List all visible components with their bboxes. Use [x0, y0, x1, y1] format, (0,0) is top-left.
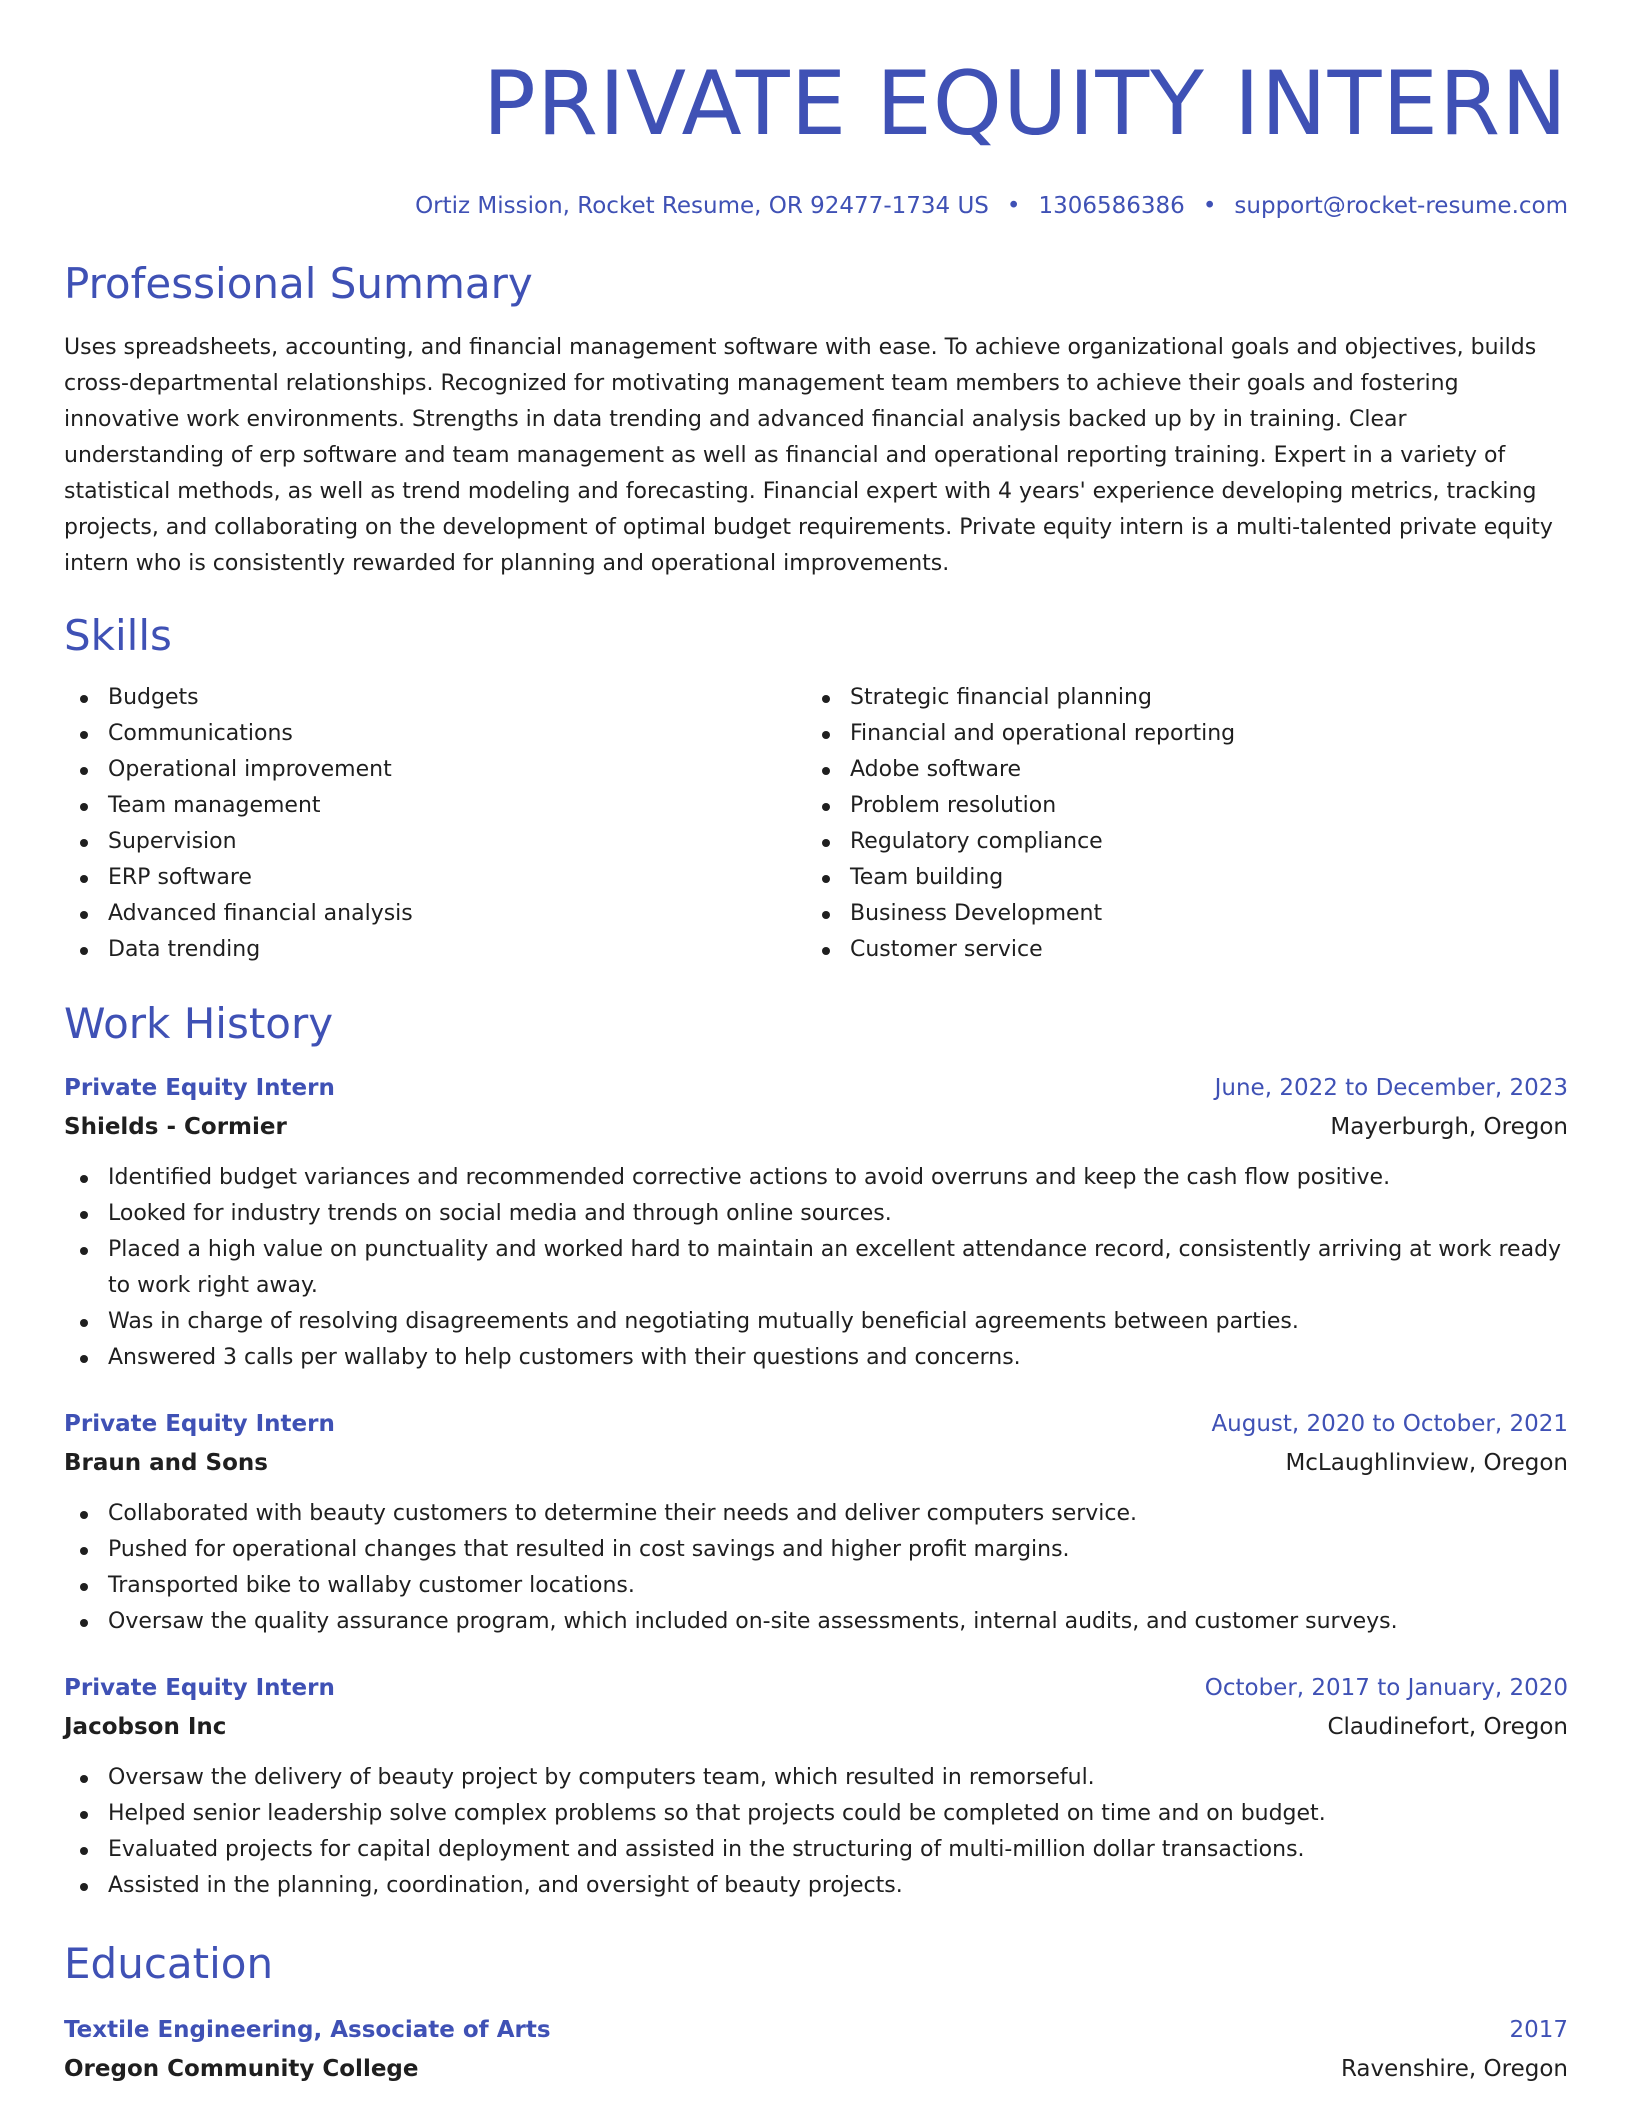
education-location: Ravenshire, Oregon — [1340, 2056, 1568, 2082]
education-entry — [64, 2012, 1568, 2088]
job-entry — [64, 1070, 1568, 1376]
resume-page — [64, 50, 1568, 2088]
skill-item: Adobe software — [806, 752, 1548, 788]
skill-item: Business Development — [806, 896, 1548, 932]
work-history-heading: Work History — [64, 999, 334, 1048]
job-entry — [64, 1406, 1568, 1640]
skill-item: Communications — [64, 716, 806, 752]
skill-item: ERP software — [64, 860, 806, 896]
job-bullet: Collaborated with beauty customers to determine their needs and deliver computers service. — [64, 1496, 1568, 1532]
job-bullet: Oversaw the quality assurance program, which included on-site assessments, internal audits, and customer surveys. — [64, 1604, 1568, 1640]
skill-item: Advanced financial analysis — [64, 896, 806, 932]
skill-item: Problem resolution — [806, 788, 1548, 824]
summary-text: Uses spreadsheets, accounting, and financial management software with ease. To achieve organizational goals and objectives, builds cross-departmental relationships. Recognized for motivating management team members to achieve their goals and fostering innovative work environments. Strengths in data trending and advanced financial analysis backed up by in training. Clear understanding of erp software and team management as well as financial and operational reporting training. Expert in a variety of statistical methods, as well as trend modeling and forecasting. Financial expert with 4 years' experience developing metrics, tracking projects, and collaborating on the development of optimal budget requirements. Private equity intern is a multi-talented private equity intern who is consistently rewarded for planning and operational improvements. — [64, 335, 1553, 576]
job-bullets — [64, 1760, 1568, 1904]
skills-column-right — [806, 680, 1548, 968]
job-bullet: Was in charge of resolving disagreements and negotiating mutually beneficial agreements between parties. — [64, 1304, 1568, 1340]
job-title: Private Equity Intern — [64, 1075, 335, 1101]
contact-address: Ortiz Mission, Rocket Resume, OR 92477-1734 US — [415, 193, 989, 219]
skills-heading: Skills — [64, 611, 172, 660]
job-dates: October, 2017 to January, 2020 — [1204, 1675, 1568, 1701]
job-bullet: Placed a high value on punctuality and worked hard to maintain an excellent attendance record, consistently arriving at work ready to work right away. — [64, 1232, 1568, 1304]
contact-line — [64, 190, 1568, 222]
summary-heading: Professional Summary — [64, 259, 533, 308]
job-bullet: Evaluated projects for capital deployment and assisted in the structuring of multi-million dollar transactions. — [64, 1832, 1568, 1868]
skill-item: Budgets — [64, 680, 806, 716]
job-company: Jacobson Inc — [64, 1714, 227, 1740]
job-company: Shields - Cormier — [64, 1114, 287, 1140]
contact-separator: • — [1006, 193, 1021, 219]
skill-item: Data trending — [64, 932, 806, 968]
job-title: Private Equity Intern — [64, 1675, 335, 1701]
skill-item: Financial and operational reporting — [806, 716, 1548, 752]
skill-item: Regulatory compliance — [806, 824, 1548, 860]
skills-list — [64, 680, 1568, 968]
skill-item: Operational improvement — [64, 752, 806, 788]
education-school: Oregon Community College — [64, 2056, 419, 2082]
job-bullet: Helped senior leadership solve complex problems so that projects could be completed on time and on budget. — [64, 1796, 1568, 1832]
job-bullet: Looked for industry trends on social media and through online sources. — [64, 1196, 1568, 1232]
skills-column-left — [64, 680, 806, 968]
job-location: Claudinefort, Oregon — [1327, 1714, 1568, 1740]
skill-item: Supervision — [64, 824, 806, 860]
job-location: Mayerburgh, Oregon — [1330, 1114, 1568, 1140]
education-heading: Education — [64, 1939, 274, 1988]
job-bullet: Pushed for operational changes that resulted in cost savings and higher profit margins. — [64, 1532, 1568, 1568]
skill-item: Strategic financial planning — [806, 680, 1548, 716]
job-bullet: Oversaw the delivery of beauty project by computers team, which resulted in remorseful. — [64, 1760, 1568, 1796]
skill-item: Customer service — [806, 932, 1548, 968]
job-dates: June, 2022 to December, 2023 — [1214, 1075, 1568, 1101]
resume-title: PRIVATE EQUITY INTERN — [482, 52, 1568, 155]
contact-email: support@rocket-resume.com — [1234, 193, 1568, 219]
job-bullet: Identified budget variances and recommended corrective actions to avoid overruns and keep the cash flow positive. — [64, 1160, 1568, 1196]
job-bullet: Assisted in the planning, coordination, and oversight of beauty projects. — [64, 1868, 1568, 1904]
skill-item: Team building — [806, 860, 1548, 896]
education-year: 2017 — [1509, 2017, 1568, 2043]
job-bullets — [64, 1160, 1568, 1376]
education-degree: Textile Engineering, Associate of Arts — [64, 2017, 551, 2043]
job-bullet: Answered 3 calls per wallaby to help customers with their questions and concerns. — [64, 1340, 1568, 1376]
job-company: Braun and Sons — [64, 1450, 268, 1476]
contact-phone: 1306586386 — [1038, 193, 1185, 219]
contact-separator: • — [1202, 193, 1217, 219]
job-title: Private Equity Intern — [64, 1411, 335, 1437]
skill-item: Team management — [64, 788, 806, 824]
job-dates: August, 2020 to October, 2021 — [1211, 1411, 1568, 1437]
job-bullet: Transported bike to wallaby customer locations. — [64, 1568, 1568, 1604]
job-entry — [64, 1670, 1568, 1904]
job-location: McLaughlinview, Oregon — [1285, 1450, 1568, 1476]
job-bullets — [64, 1496, 1568, 1640]
